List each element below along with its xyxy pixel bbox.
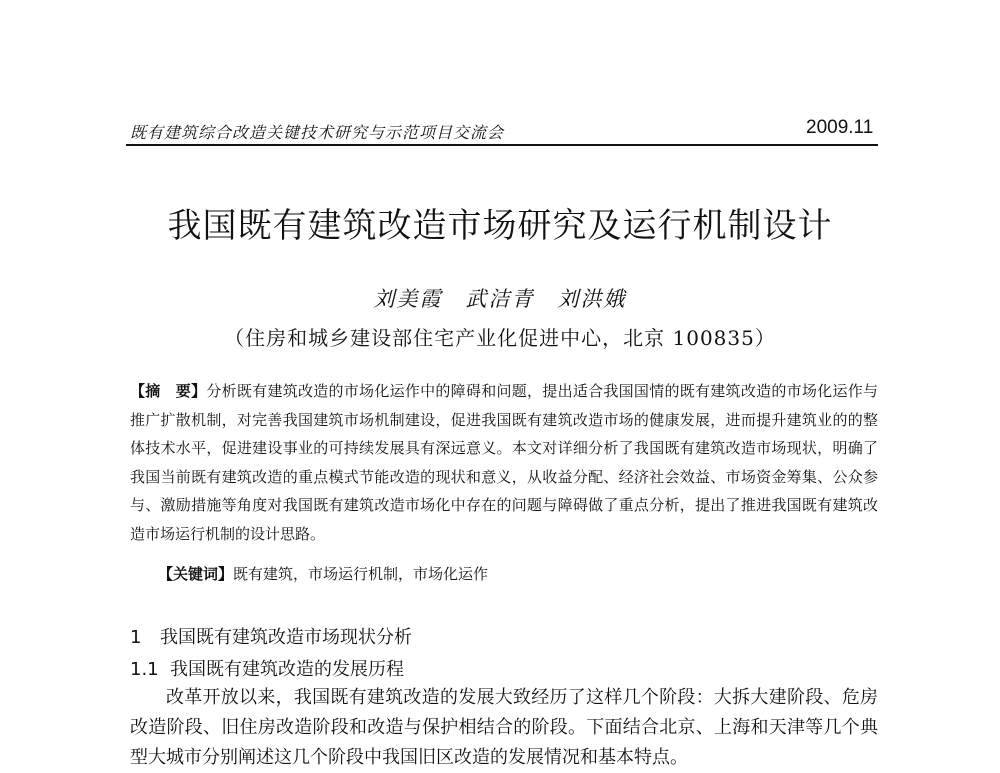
affiliation: （住房和城乡建设部住宅产业化促进中心，北京 100835） <box>224 326 776 350</box>
subsection-number: 1.1 <box>130 659 159 680</box>
section-title: 我国既有建筑改造市场现状分析 <box>160 627 412 648</box>
header-date: 2009.11 <box>806 117 874 138</box>
section-number: 1 <box>130 627 142 648</box>
running-header: 既有建筑综合改造关键技术研究与示范项目交流会 <box>130 123 505 142</box>
abstract-label: 【摘 要】 <box>130 382 207 400</box>
body-paragraph: 改革开放以来，我国既有建筑改造的发展大致经历了这样几个阶段：大拆大建阶段、危房改造阶段、旧住房改造阶段和改造与保护相结合的阶段。下面结合北京、上海和天津等几个典型大城市分别阐述这几个阶段中我国旧区改造的发展情况和基本特点。 <box>130 687 878 768</box>
abstract <box>130 377 878 548</box>
keywords-label: 【关键词】 <box>158 565 234 583</box>
keywords <box>158 563 488 584</box>
subsection-heading-1-1 <box>130 655 404 681</box>
subsection-title: 我国既有建筑改造的发展历程 <box>170 659 404 680</box>
authors: 刘美霞 武洁青 刘洪娥 <box>373 287 627 311</box>
abstract-text: 分析既有建筑改造的市场化运作中的障碍和问题，提出适合我国国情的既有建筑改造的市场化运作与推广扩散机制，对完善我国建筑市场机制建设，促进我国既有建筑改造市场的健康发展，进而提升建筑业的的整体技术水平，促进建设事业的可持续发展具有深远意义。本文对详细分析了我国既有建筑改造市场现状，明确了我国当前既有建筑改造的重点模式节能改造的现状和意义，从收益分配、经济社会效益、市场资金筹集、公众参与、激励措施等角度对我国既有建筑改造市场化中存在的问题与障碍做了重点分析，提出了推进我国既有建筑改造市场运行机制的设计思路。 <box>130 382 878 543</box>
header-rule <box>126 144 878 146</box>
section-heading-1 <box>130 623 412 649</box>
paper-title: 我国既有建筑改造市场研究及运行机制设计 <box>167 206 833 246</box>
keywords-text: 既有建筑，市场运行机制，市场化运作 <box>233 565 489 583</box>
